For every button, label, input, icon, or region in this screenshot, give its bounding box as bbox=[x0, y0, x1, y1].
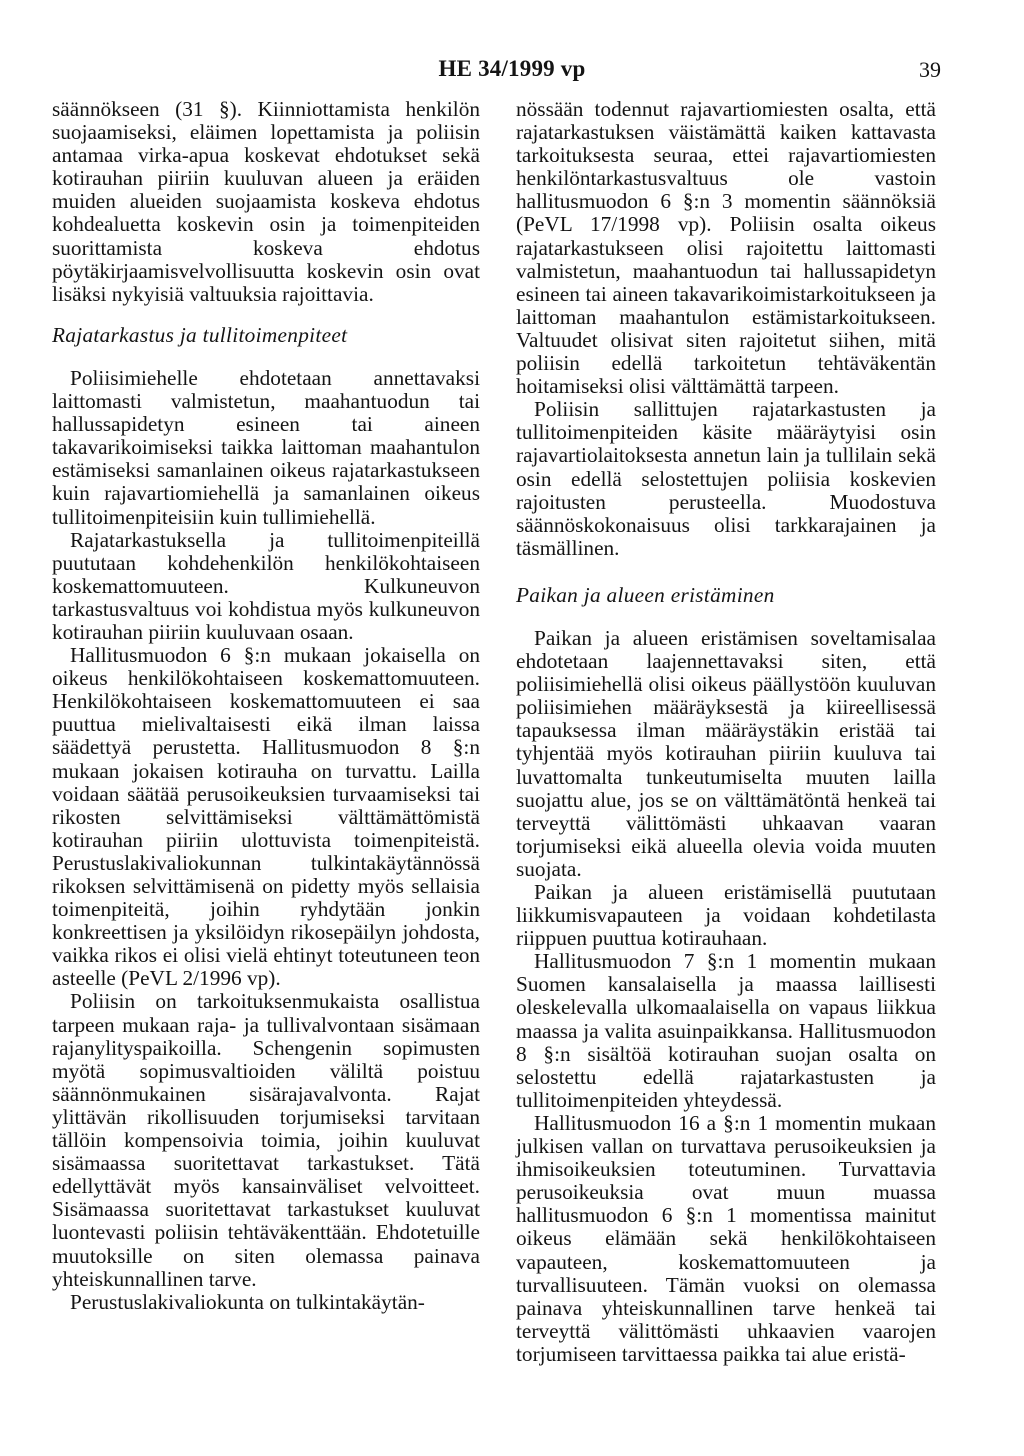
section-heading: Rajatarkastus ja tullitoimenpiteet bbox=[52, 322, 348, 347]
paragraph: Rajatarkastuksella ja tullitoimenpiteillä puututaan kohdehenkilön henkilökohtaiseen koskemattomuuteen. Kulkuneuvon tarkastusvaltuus voi kohdistua myös kulkuneuvon kotirauhan piiriin kuuluvaan osaan. bbox=[52, 527, 480, 644]
document-title: HE 34/1999 vp bbox=[438, 56, 586, 81]
page-number: 39 bbox=[919, 57, 941, 82]
paragraph: Poliisin on tarkoituksenmukaista osallistua tarpeen mukaan raja- ja tullivalvontaan sisämaan rajanylityspaikoilla. Schengenin sopimusten myötä sopimusvaltioiden väliltä poistuu säännönmukainen sisärajavalvonta. Rajat ylittävän rikollisuuden torjumiseksi tarvitaan tällöin kompensoivia toimia, joihin kuuluvat sisämaassa suoritettavat tarkastukset. Tätä edellyttävät myös kansainväliset velvoitteet. Sisämaassa suoritettavat tarkastukset kuuluvat luontevasti poliisin tehtäväkenttään. Ehdotetuille muutoksille on siten olemassa painava yhteiskunnallinen tarve. bbox=[52, 989, 480, 1291]
paragraph: Perustuslakivaliokunta on tulkintakäytän- bbox=[70, 1289, 425, 1314]
paragraph: säännökseen (31 §). Kiinniottamista henkilön suojaamiseksi, eläimen lopettamista ja poliisin antamaa virka-apua koskevat ehdotukset sekä kotirauhan piiriin kuuluvan alueen ja eräiden muiden alueiden suojaamista koskeva ehdotus kohdealuetta koskevin osin ja toimenpiteiden suorittamista koskeva ehdotus pöytäkirjaamisvelvollisuutta koskevin osin ovat lisäksi nykyisiä valtuuksia rajoittavia. bbox=[52, 97, 480, 306]
left-column bbox=[52, 98, 480, 1314]
paragraph: Hallitusmuodon 6 §:n mukaan jokaisella on oikeus henkilökohtaiseen koskemattomuuteen. Henkilökohtaiseen koskemattomuuteen ei saa puuttua mielivaltaisesti eikä ilman laissa säädettyä perustetta. Hallitusmuodon 8 §:n mukaan jokaisen kotirauha on turvattu. Lailla voidaan säätää perusoikeuksien turvaamiseksi tai rikosten selvittämiseksi välttämättömistä kotirauhan piiriin ulottuvista toimenpiteistä. Perustuslakivaliokunnan tulkintakäytännössä rikoksen selvittämisenä on pidetty myös sellaisia toimenpiteitä, joihin ryhdytään jonkin konkreettisen ja yksilöidyn rikosepäilyn johdosta, vaikka rikos ei olisi vielä ehtinyt toteutuneen teon asteelle (PeVL 2/1996 vp). bbox=[52, 643, 480, 991]
paragraph: Poliisimiehelle ehdotetaan annettavaksi laittomasti valmistetun, maahantuodun tai hallussapidetyn esineen tai aineen takavarikoimiseksi taikka laittoman maahantulon estämiseksi samanlainen oikeus rajatarkastukseen kuin rajavartiomiehellä ja samanlainen oikeus tullitoimenpiteisiin kuin tullimiehellä. bbox=[52, 365, 480, 529]
page-header bbox=[0, 56, 1024, 86]
paragraph: Poliisin sallittujen rajatarkastusten ja tullitoimenpiteiden käsite määräytyisi osin rajavartiolaitoksesta annetun lain ja tullilain sekä osin edellä selostettujen poliisia koskevien rajoitusten perusteella. Muodostuva säännöskokonaisuus olisi tarkkarajainen ja täsmällinen. bbox=[516, 397, 936, 560]
paragraph: Hallitusmuodon 7 §:n 1 momentin mukaan Suomen kansalaisella ja maassa laillisesti oleskelevalla ulkomaalaisella on vapaus liikkua maassa ja valita asuinpaikkansa. Hallitusmuodon 8 §:n sisältöä kotirauhan suojan osalta on selostettu edellä rajatarkastusten ja tullitoimenpiteiden yhteydessä. bbox=[516, 949, 936, 1112]
right-column bbox=[516, 98, 936, 1366]
paragraph: nössään todennut rajavartiomiesten osalta, että rajatarkastuksen väistämättä kaiken kattavasta tarkoituksesta seuraa, ettei rajavartiomiesten henkilöntarkastusvaltuus ole vastoin hallitusmuodon 6 §:n 3 momentin säännöksiä (PeVL 17/1998 vp). Poliisin osalta oikeus rajatarkastukseen olisi rajoitettu laittomasti valmistetun, maahantuodun tai hallussapidetyn esineen tai aineen takavarikoimistarkoitukseen ja laittoman maahantulon estämistarkoitukseen. Valtuudet olisivat siten rajoitetut siihen, mitä poliisin edellä tarkoitetun tehtäväkentän hoitamiseksi olisi välttämättä tarpeen. bbox=[516, 97, 936, 399]
paragraph: Hallitusmuodon 16 a §:n 1 momentin mukaan julkisen vallan on turvattava perusoikeuksien ja ihmisoikeuksien toteutuminen. Turvattavia perusoikeuksia ovat muun muassa hallitusmuodon 6 §:n 1 momentissa mainitut oikeus elämään sekä henkilökohtaiseen vapauteen, koskemattomuuteen ja turvallisuuteen. Tämän vuoksi on olemassa painava yhteiskunnallinen tarve henkeä tai terveyttä välittömästi uhkaavien vaarojen torjumiseen tarvittaessa paikka tai alue eristä- bbox=[516, 1110, 936, 1366]
paragraph: Paikan ja alueen eristämisellä puututaan liikkumisvapauteen ja voidaan kohdetilasta riippuen puuttua kotirauhaan. bbox=[516, 880, 936, 951]
section-heading: Paikan ja alueen eristäminen bbox=[516, 582, 775, 607]
paragraph: Paikan ja alueen eristämisen soveltamisalaa ehdotetaan laajennettavaksi siten, että poliisimiehellä olisi oikeus päällystöön kuuluvan poliisimiehen määräyksestä ja kiireellisessä tapauksessa ilman määräystäkin eristää tai tyhjentää myös kotirauhan piiriin kuuluva tai luvattomalta tunkeutumiselta muuten lailla suojattu alue, jos se on välttämätöntä henkeä tai terveyttä välittömästi uhkaavan vaaran torjumiseksi eikä alueella olevia voida muuten suojata. bbox=[516, 625, 936, 881]
